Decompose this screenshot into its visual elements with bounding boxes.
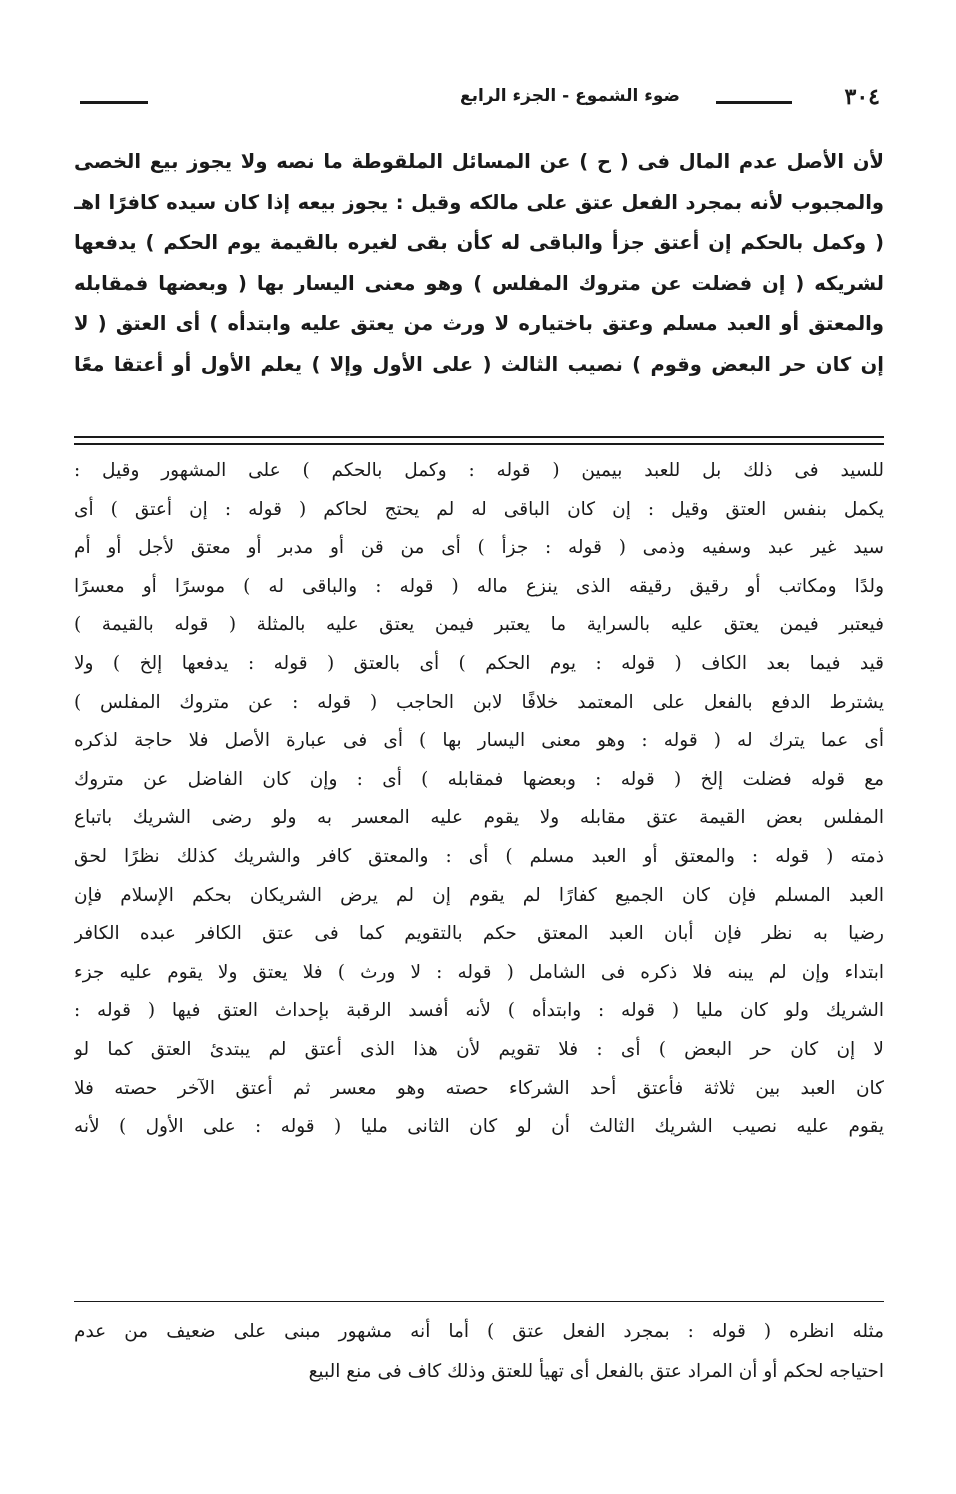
main-line: ( وكمل بالحكم إن أعتق جزأ والباقى له كأن بقى لغيره بالقيمة يوم الحكم ) يدفعها [74, 231, 884, 254]
header-rule-right [716, 101, 792, 104]
commentary-line: الشريك ولو كان مليا ( قوله : وابتدأه ) لأنه أفسد الرقبة بإحداث العتق فيها ( قوله : [74, 1000, 884, 1022]
commentary-line: يشترط الدفع بالفعل على المعتمد خلافًا لابن الحاجب ( قوله : عن متروك المفلس ) [74, 691, 884, 713]
main-text [74, 142, 884, 385]
commentary-line: رضيا به نظر فإن أبان العبد المعتق حكم بالتقويم كما فى عتق الكافر عبده الكافر [74, 923, 884, 945]
page-number: ٣٠٤ [844, 84, 880, 110]
commentary-line: أى عما يترك له ( قوله : وهو معنى اليسار بها ) أى فى عبارة الأصل فلا حاجة لذكره [74, 730, 884, 752]
commentary-line: سيد غير عبد وسفيه وذمى ( قوله : جزأ ) أى من قن أو مدبر أو معتق لأجل أو أم [74, 537, 884, 559]
header-rule-left [80, 101, 148, 104]
commentary-line: ولدًا ومكاتب أو رقيق رقيقه الذى ينزع ماله ( قوله : والباقى له ) موسرًا أو معسرًا [74, 575, 884, 597]
commentary-line: ابتداء وإن لم يبنه فلا ذكره فى الشامل ( قوله : لا ورث ) فلا يعتق ولا يقوم عليه جزء [74, 961, 884, 983]
double-divider [74, 436, 884, 445]
main-line: والمجبوب لأنه بمجرد الفعل عتق على مالكه وقيل : يجوز بيعه إذا كان سيده كافرًا اهـ [74, 190, 884, 214]
main-line: والمعتق أو العبد مسلم وعتق باختياره لا ورث من يعتق عليه وابتدأه ) أى العتق ( لا [74, 312, 884, 335]
main-line: إن كان حر البعض وقوم ) نصيب الثالث ( على الأول وإلا ) يعلم الأول أو أعتقا معًا [74, 352, 884, 376]
footnote [74, 1312, 884, 1392]
page-header [80, 84, 880, 114]
commentary-line: لا إن كان حر البعض ) أى : فلا تقويم لأن هذا الذى أعتق لم يبتدئ العتق كما لو [74, 1038, 884, 1060]
commentary-line: يقوم عليه نصيب الشريك الثالث أن لو كان الثانى مليا ( قوله : على الأول ) لأنه [74, 1116, 884, 1138]
footnote-line: احتياجه لحكم أو أن المراد عتق بالفعل أى تهيأ للعتق وذلك كاف فى منع البيع [308, 1361, 884, 1382]
commentary-line: المفلس بعض القيمة عتق مقابله ولا يقوم عليه المعسر به ولو رضى الشريك باتباع [74, 807, 884, 829]
commentary-line: للسيد فى ذلك بل للعبد بيمين ( قوله : وكمل بالحكم ) على المشهور وقيل : [74, 460, 884, 481]
footnote-line: مثله انظره ( قوله : بمجرد الفعل عتق ) أما أنه مشهور مبنى على ضعيف من عدم [74, 1321, 884, 1342]
commentary-line: يكمل بنفس العتق وقيل : إن كان الباقى له لم يحتج لحاكم ( قوله : إن أعتق ) أى [74, 498, 884, 520]
commentary-line: قيد فيما بعد الكاف ( قوله : يوم الحكم ) أى بالعتق ( قوله : يدفعها إلخ ) ولا [74, 652, 884, 674]
commentary-line: فيعتبر فيمن يعتق عليه بالسراية ما يعتبر فيمن يعتق عليه بالمثلة ( قوله بالقيمة ) [74, 614, 884, 636]
commentary-line: ذمته ( قوله : والمعتق أو العبد مسلم ) أى : والمعتق كافر والشريك كذلك نظرًا لحق [74, 845, 884, 867]
commentary [74, 452, 884, 1147]
commentary-line: كان العبد بين ثلاثة فأعتق أحد الشركاء حصته وهو معسر ثم أعتق الآخر حصته فلا [74, 1077, 884, 1099]
footnote-divider [74, 1301, 884, 1302]
commentary-line: العبد المسلم فإن كان الجميع كفارًا لم يقوم إن لم يرض الشريكان بحكم الإسلام فإن [74, 884, 884, 906]
book-title: ضوء الشموع - الجزء الرابع [459, 86, 680, 106]
main-line: لأن الأصل عدم المال فى ( ح ) عن المسائل الملقوطة ما نصه ولا يجوز بيع الخصى [74, 150, 884, 173]
main-line: لشريكه ( إن فضلت عن متروك المفلس ) وهو معنى اليسار بها ( وبعضها فمقابله [74, 271, 884, 295]
commentary-line: مع قوله فضلت إلخ ( قوله : وبعضها فمقابله ) أى : وإن كان الفاضل عن متروك [74, 768, 884, 790]
